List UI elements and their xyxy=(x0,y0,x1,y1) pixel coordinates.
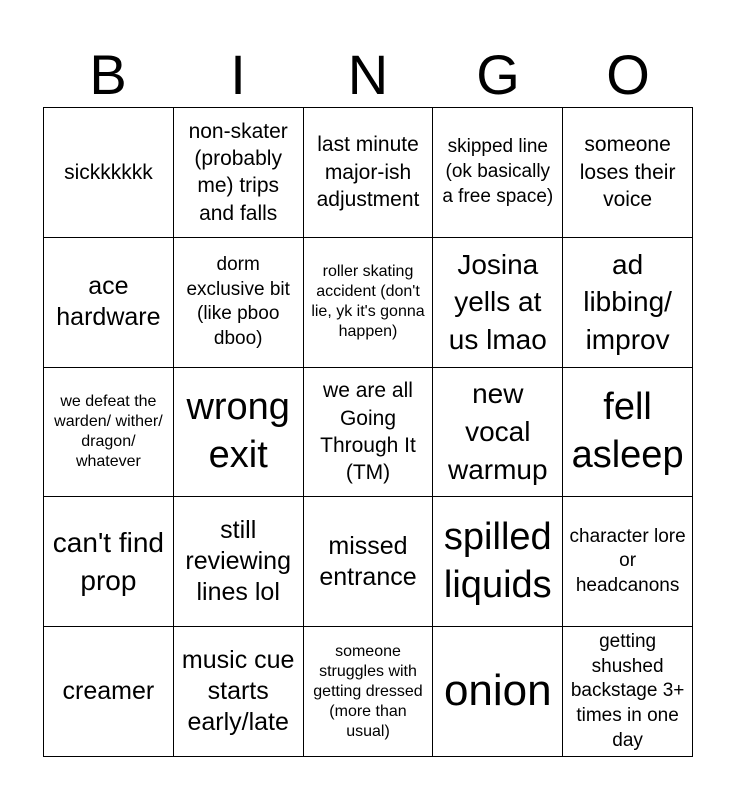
bingo-cell-text: onion xyxy=(443,666,552,716)
bingo-cell[interactable] xyxy=(304,368,434,498)
bingo-cell-text: ad libbing/ improv xyxy=(583,248,672,356)
bingo-cell-text: fell asleep xyxy=(571,386,684,476)
header-letter-n: N xyxy=(347,43,389,106)
bingo-cell-text: non-skater (probably me) trips and falls xyxy=(188,119,288,225)
bingo-cell[interactable] xyxy=(44,627,174,757)
bingo-cell-text: sickkkkkk xyxy=(64,160,153,184)
bingo-cell-text: someone loses their voice xyxy=(579,133,676,212)
bingo-cell[interactable] xyxy=(174,108,304,238)
bingo-cell[interactable] xyxy=(174,497,304,627)
bingo-cell[interactable] xyxy=(563,238,693,368)
bingo-cell-text: roller skating accident (don't lie, yk it's gonna happen) xyxy=(311,263,425,341)
bingo-cell-text: we are all Going Through It (TM) xyxy=(320,379,416,485)
bingo-cell[interactable] xyxy=(433,627,563,757)
bingo-cell[interactable] xyxy=(563,497,693,627)
bingo-cell-text: Josina yells at us lmao xyxy=(448,248,547,356)
bingo-cell-text: ace hardware xyxy=(56,271,161,332)
bingo-cell[interactable] xyxy=(44,497,174,627)
bingo-cell[interactable] xyxy=(304,238,434,368)
header-letter-o: O xyxy=(606,43,650,106)
bingo-cell[interactable] xyxy=(304,627,434,757)
bingo-cell[interactable] xyxy=(44,368,174,498)
bingo-cell-text: character lore or headcanons xyxy=(569,525,686,597)
bingo-cell[interactable] xyxy=(563,108,693,238)
bingo-cell-text: can't find prop xyxy=(52,526,164,596)
bingo-cell[interactable] xyxy=(304,497,434,627)
bingo-cell-text: missed entrance xyxy=(319,531,417,591)
header-letter-i: I xyxy=(230,43,246,106)
header-letter-g: G xyxy=(476,43,520,106)
bingo-cell[interactable] xyxy=(44,238,174,368)
bingo-cell[interactable] xyxy=(563,368,693,498)
bingo-cell-text: spilled liquids xyxy=(443,516,552,606)
bingo-cell[interactable] xyxy=(174,627,304,757)
bingo-cell-text: getting shushed backstage 3+ times in one day xyxy=(570,630,685,751)
bingo-card-grid xyxy=(43,107,693,757)
bingo-cell[interactable] xyxy=(433,368,563,498)
bingo-cell-text: last minute major-ish adjustment xyxy=(316,133,420,212)
bingo-cell-text: skipped line (ok basically a free space) xyxy=(442,136,554,207)
header-letter-b: B xyxy=(89,43,127,106)
bingo-cell-text: still reviewing lines lol xyxy=(185,515,291,607)
bingo-cell-text: new vocal warmup xyxy=(447,378,548,485)
bingo-cell-text: creamer xyxy=(62,676,155,705)
bingo-cell[interactable] xyxy=(44,108,174,238)
bingo-cell-text: music cue starts early/late xyxy=(181,645,295,737)
bingo-cell[interactable] xyxy=(174,238,304,368)
bingo-cell[interactable] xyxy=(433,238,563,368)
bingo-cell-text: wrong exit xyxy=(186,386,290,476)
bingo-cell[interactable] xyxy=(433,497,563,627)
bingo-cell-text: someone struggles with getting dressed (more than usual) xyxy=(313,642,423,740)
bingo-cell[interactable] xyxy=(433,108,563,238)
bingo-cell-text: dorm exclusive bit (like pboo dboo) xyxy=(186,253,290,349)
bingo-header xyxy=(43,44,693,106)
bingo-cell-text: we defeat the warden/ wither/ dragon/ whatever xyxy=(54,392,163,470)
bingo-cell[interactable] xyxy=(563,627,693,757)
bingo-cell[interactable] xyxy=(304,108,434,238)
bingo-cell[interactable] xyxy=(174,368,304,498)
